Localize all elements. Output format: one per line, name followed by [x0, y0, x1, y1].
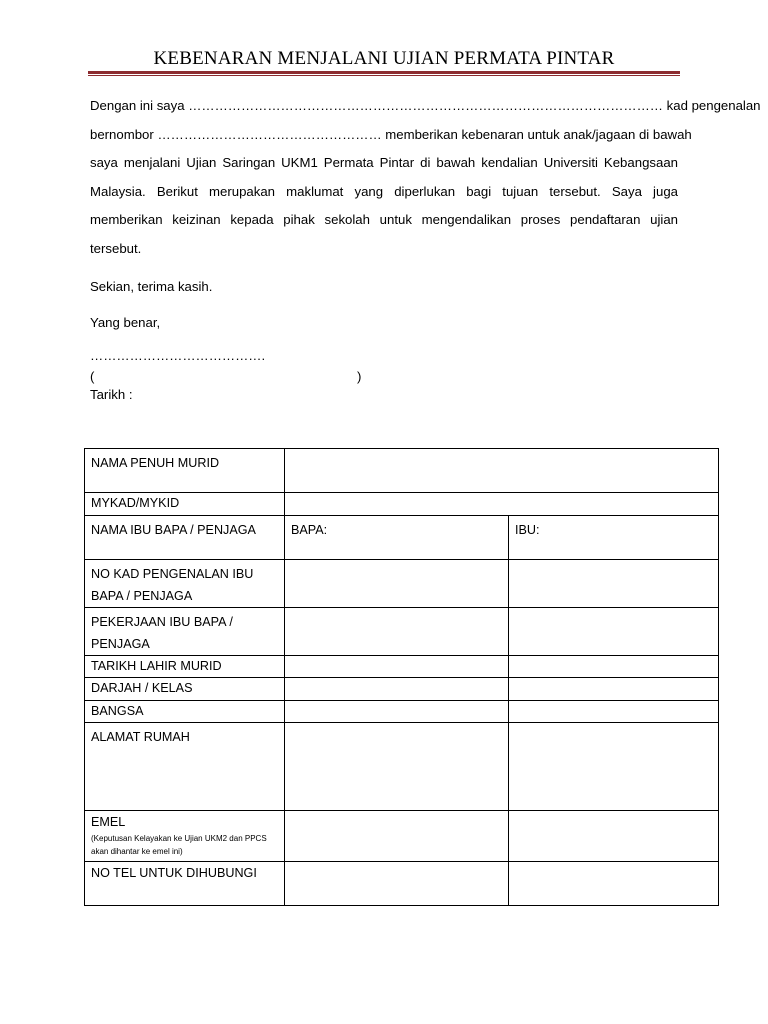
name-bracket-close: ) [357, 369, 362, 384]
label-father: BAPA: [291, 523, 328, 537]
label-phone: NO TEL UNTUK DIHUBUNGI [85, 862, 285, 906]
label-parent-name: NAMA IBU BAPA / PENJAGA [85, 516, 285, 560]
label-address: ALAMAT RUMAH [85, 723, 285, 811]
input-race-2[interactable] [509, 701, 719, 723]
document-title: KEBENARAN MENJALANI UJIAN PERMATA PINTAR [153, 48, 615, 69]
label-full-name: NAMA PENUH MURID [85, 449, 285, 493]
label-mother: IBU: [515, 523, 540, 537]
input-race-1[interactable] [285, 701, 509, 723]
label-class: DARJAH / KELAS [85, 678, 285, 701]
input-class-2[interactable] [509, 678, 719, 701]
paragraph-line: bernombor …………………………………………… memberikan kebenaran untuk anak/jagaan di bawah [90, 126, 692, 142]
consent-paragraph [90, 92, 761, 263]
input-phone-1[interactable] [285, 862, 509, 906]
student-info-table [84, 448, 719, 906]
label-parent-ic: NO KAD PENGENALAN IBU BAPA / PENJAGA [85, 560, 285, 608]
label-race: BANGSA [85, 701, 285, 723]
title-divider-thick [88, 71, 680, 74]
paragraph-line: saya menjalani Ujian Saringan UKM1 Permata Pintar di bawah kendalian Universiti Kebangsaan [90, 155, 678, 170]
label-mykad: MYKAD/MYKID [85, 493, 285, 516]
name-bracket-open: ( [90, 369, 95, 384]
mother-cell[interactable] [509, 516, 719, 560]
input-full-name[interactable] [285, 449, 719, 493]
label-dob: TARIKH LAHIR MURID [85, 656, 285, 678]
input-address-1[interactable] [285, 723, 509, 811]
title-divider-thin [88, 75, 680, 76]
input-mother-job[interactable] [509, 608, 719, 656]
input-address-2[interactable] [509, 723, 719, 811]
input-mother-ic[interactable] [509, 560, 719, 608]
signature-line: …………………………………. [90, 348, 266, 363]
paragraph-line: tersebut. [90, 240, 142, 256]
paragraph-line: Dengan ini saya ……………………………………………………………………………………………… kad pengenalan [90, 98, 761, 113]
input-email-2[interactable] [509, 811, 719, 862]
input-email-1[interactable] [285, 811, 509, 862]
date-label: Tarikh : [90, 387, 133, 402]
input-phone-2[interactable] [509, 862, 719, 906]
input-class-1[interactable] [285, 678, 509, 701]
paragraph-line: memberikan keizinan kepada pihak sekolah untuk mengendalikan proses pendaftaran ujian [90, 212, 678, 227]
label-parent-job: PEKERJAAN IBU BAPA / PENJAGA [85, 608, 285, 656]
signoff-text: Yang benar, [90, 315, 161, 330]
label-email: EMEL [91, 815, 126, 829]
paragraph-line: Malaysia. Berikut merupakan maklumat yang diperlukan bagi tujuan tersebut. Saya juga [90, 183, 678, 199]
closing-text: Sekian, terima kasih. [90, 279, 213, 294]
email-label-cell [85, 811, 285, 862]
input-father-job[interactable] [285, 608, 509, 656]
input-dob-1[interactable] [285, 656, 509, 678]
input-dob-2[interactable] [509, 656, 719, 678]
email-note: (Keputusan Kelayakan ke Ujian UKM2 dan PPCS akan dihantar ke emel ini) [91, 834, 267, 856]
input-mykad[interactable] [285, 493, 719, 516]
father-cell[interactable] [285, 516, 509, 560]
input-father-ic[interactable] [285, 560, 509, 608]
